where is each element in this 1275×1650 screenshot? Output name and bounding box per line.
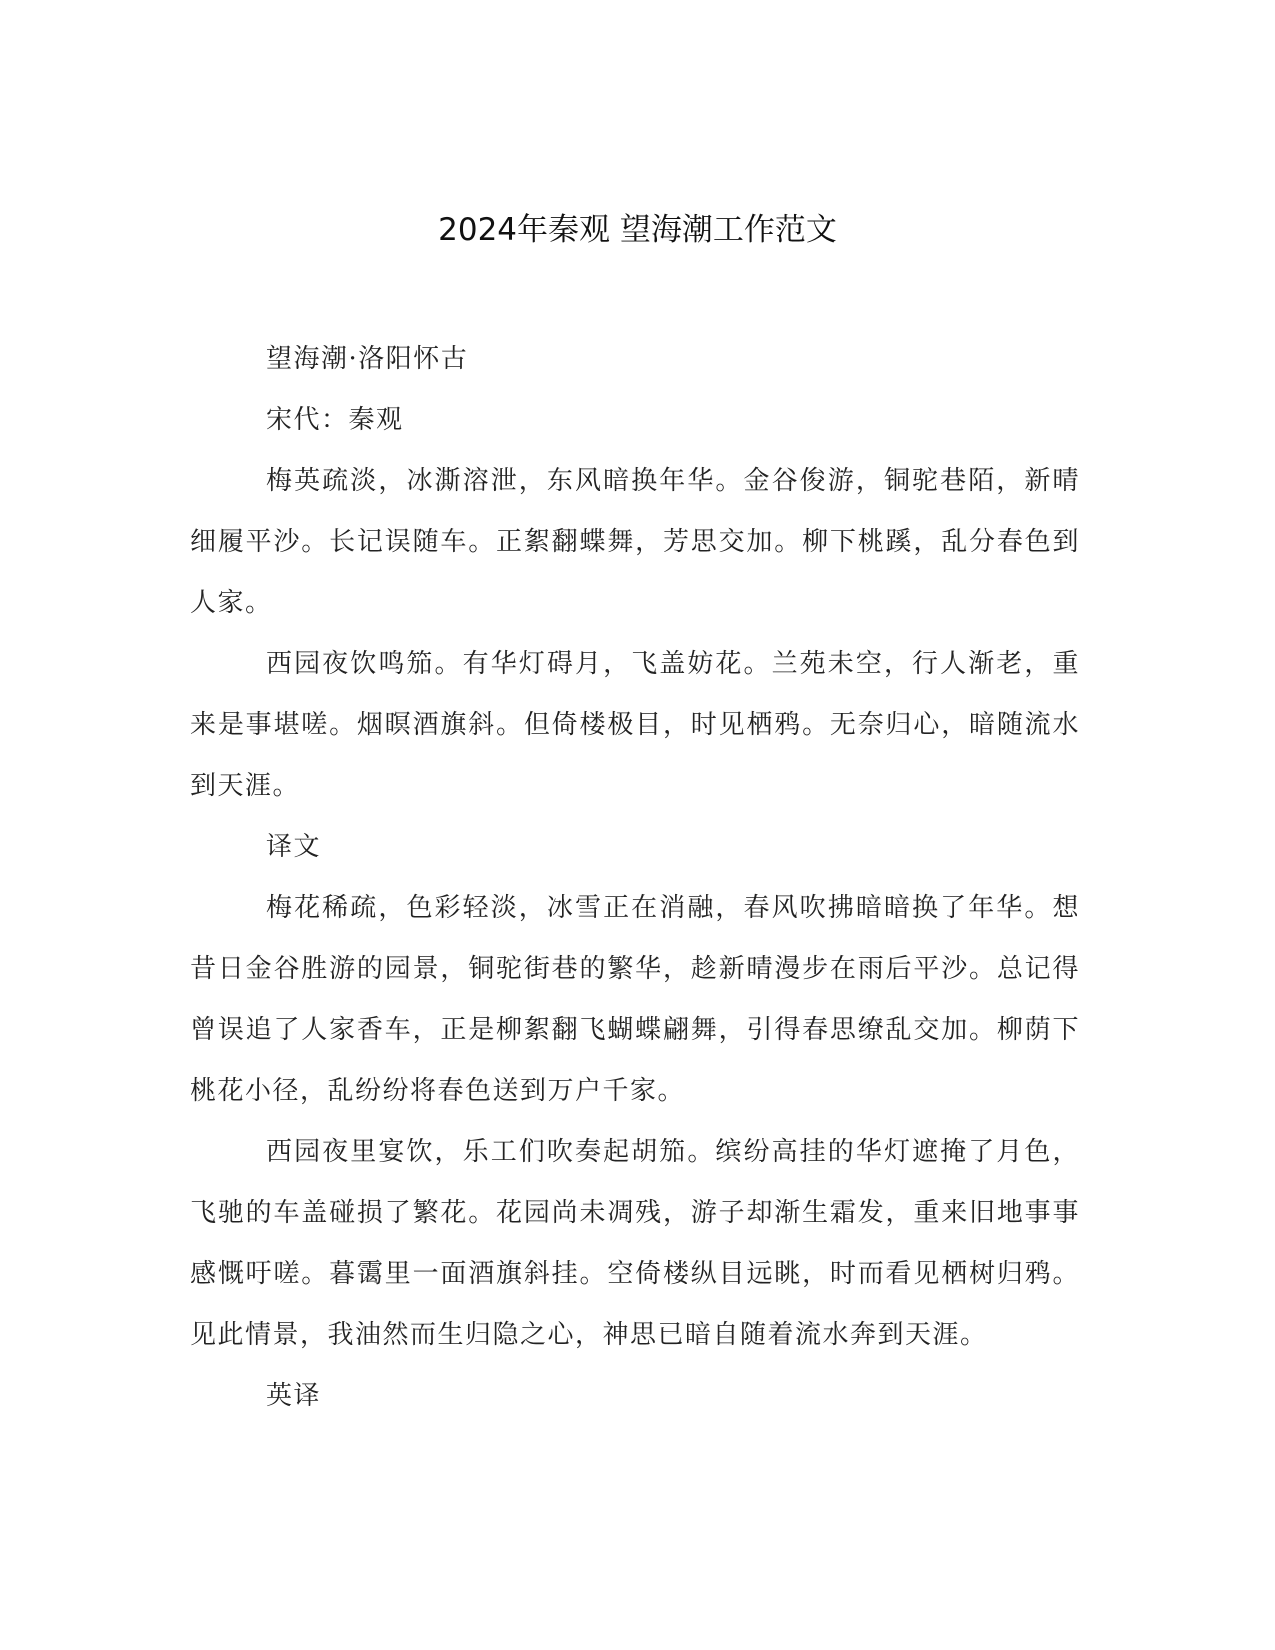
translation-heading: 译文 xyxy=(266,832,322,862)
poem-author: 宋代：秦观 xyxy=(266,405,404,435)
document-title: 2024年秦观 望海潮工作范文 xyxy=(438,212,837,248)
translation-paragraph-1: 梅花稀疏，色彩轻淡，冰雪正在消融，春风吹拂暗暗换了年华。想昔日金谷胜游的园景，铜驼街巷的繁华，趁新晴漫步在雨后平沙。总记得曾误追了人家香车，正是柳絮翻飞蝴蝶翩舞，引得春思缭乱交加。柳荫下桃花小径，乱纷纷将春色送到万户千家。 xyxy=(190,893,1080,1106)
translation-paragraph-2: 西园夜里宴饮，乐工们吹奏起胡笳。缤纷高挂的华灯遮掩了月色，飞驰的车盖碰损了繁花。花园尚未凋残，游子却渐生霜发，重来旧地事事感慨吁嗟。暮霭里一面酒旗斜挂。空倚楼纵目远眺，时而看见栖树归鸦。见此情景，我油然而生归隐之心，神思已暗自随着流水奔到天涯。 xyxy=(190,1137,1080,1350)
english-translation-heading: 英译 xyxy=(266,1381,322,1411)
poem-stanza-2: 西园夜饮鸣笳。有华灯碍月，飞盖妨花。兰苑未空，行人渐老，重来是事堪嗟。烟暝酒旗斜。但倚楼极目，时见栖鸦。无奈归心，暗随流水到天涯。 xyxy=(190,649,1080,801)
poem-stanza-1: 梅英疏淡，冰澌溶泄，东风暗换年华。金谷俊游，铜驼巷陌，新晴细履平沙。长记误随车。正絮翻蝶舞，芳思交加。柳下桃蹊，乱分春色到人家。 xyxy=(190,466,1080,618)
document-body xyxy=(190,329,1080,1427)
poem-title: 望海潮·洛阳怀古 xyxy=(266,344,469,374)
